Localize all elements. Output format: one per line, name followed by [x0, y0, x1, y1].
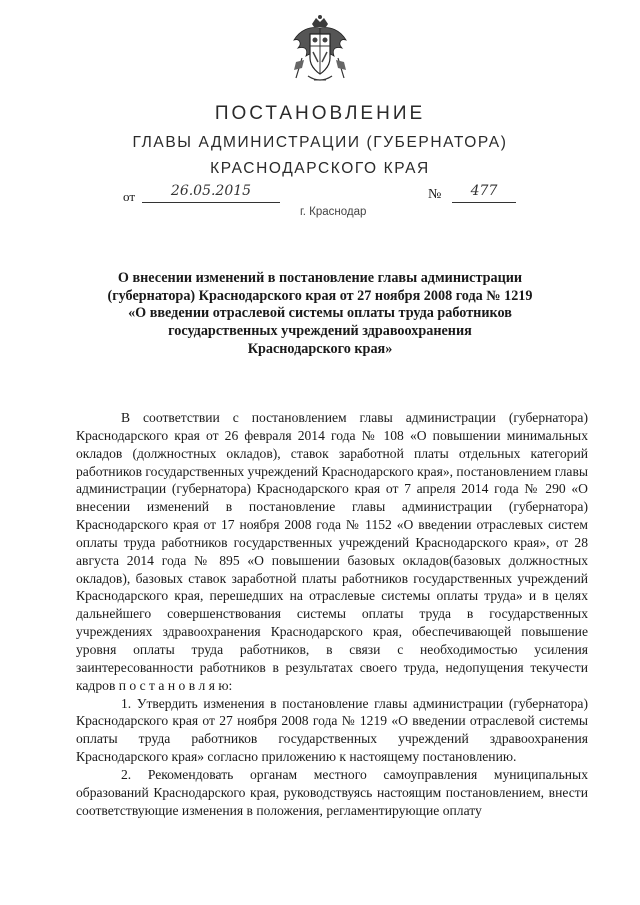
- number-prefix: №: [428, 187, 442, 202]
- clause-2-paragraph: 2. Рекомендовать органам местного самоуправления муниципальных образований Краснодарского края, руководствуясь настоящим постановлением, внести соответствующие изменения в положения, регламентирующие оплату: [76, 766, 588, 818]
- document-number: 477: [452, 183, 516, 203]
- document-date: 26.05.2015: [142, 183, 280, 203]
- document-type-heading: ПОСТАНОВЛЕНИЕ: [214, 103, 426, 124]
- clause-1-paragraph: 1. Утвердить изменения в постановление главы администрации (губернатора) Краснодарского края от 27 ноября 2008 года № 1219 «О введении отраслевой системы оплаты труда работников государственных учреждений здравоохранения Краснодарского края» согласно приложению к настоящему постановлению.: [76, 695, 588, 765]
- preamble-paragraph: В соответствии с постановлением главы администрации (губернатора) Краснодарского края от 26 февраля 2014 года № 108 «О повышении минимальных окладов (должностных окладов), ставок заработной платы отдельных категорий работников государственных учреждений Краснодарского края», постановлением главы администрации (губернатора) Краснодарского края от 7 апреля 2014 года № 290 «О внесении изменений в постановление главы администрации (губернатора) Краснодарского края от 17 ноября 2008 года № 1152 «О введении отраслевых систем оплаты труда работников государственных учреждений Краснодарского края», от 28 августа 2014 года № 895 «О повышении базовых окладов(базовых должностных окладов), базовых ставок заработной платы работников государственных учреждений Краснодарского края, перешедших на отраслевые системы оплаты труда» и в целях дальнейшего совершенствования системы оплаты труда в государственных учреждениях здравоохранения Краснодарского края, обеспечивающей повышение уровня оплаты труда работников, в связи с необходимостью усиления заинтересованности работников в результатах своего труда, недопущения текучести кадров п о с т а н о в л я ю:: [76, 410, 588, 693]
- document-title: [90, 270, 550, 359]
- title-line: (губернатора) Краснодарского края от 27 ноября 2008 года № 1219: [107, 287, 533, 304]
- issuer-heading: ГЛАВЫ АДМИНИСТРАЦИИ (ГУБЕРНАТОРА): [132, 134, 508, 151]
- title-line: государственных учреждений здравоохранения: [168, 323, 472, 340]
- coat-of-arms-icon: [288, 14, 352, 86]
- document-body: [76, 409, 588, 819]
- title-line: «О введении отраслевой системы оплаты труда работников: [128, 305, 512, 322]
- city-label: г. Краснодар: [300, 206, 367, 218]
- title-line: О внесении изменений в постановление главы администрации: [117, 270, 523, 286]
- title-line: Краснодарского края»: [247, 340, 393, 357]
- region-heading: КРАСНОДАРСКОГО КРАЯ: [210, 160, 430, 177]
- date-number-line: [0, 183, 640, 207]
- date-prefix: от: [123, 189, 136, 204]
